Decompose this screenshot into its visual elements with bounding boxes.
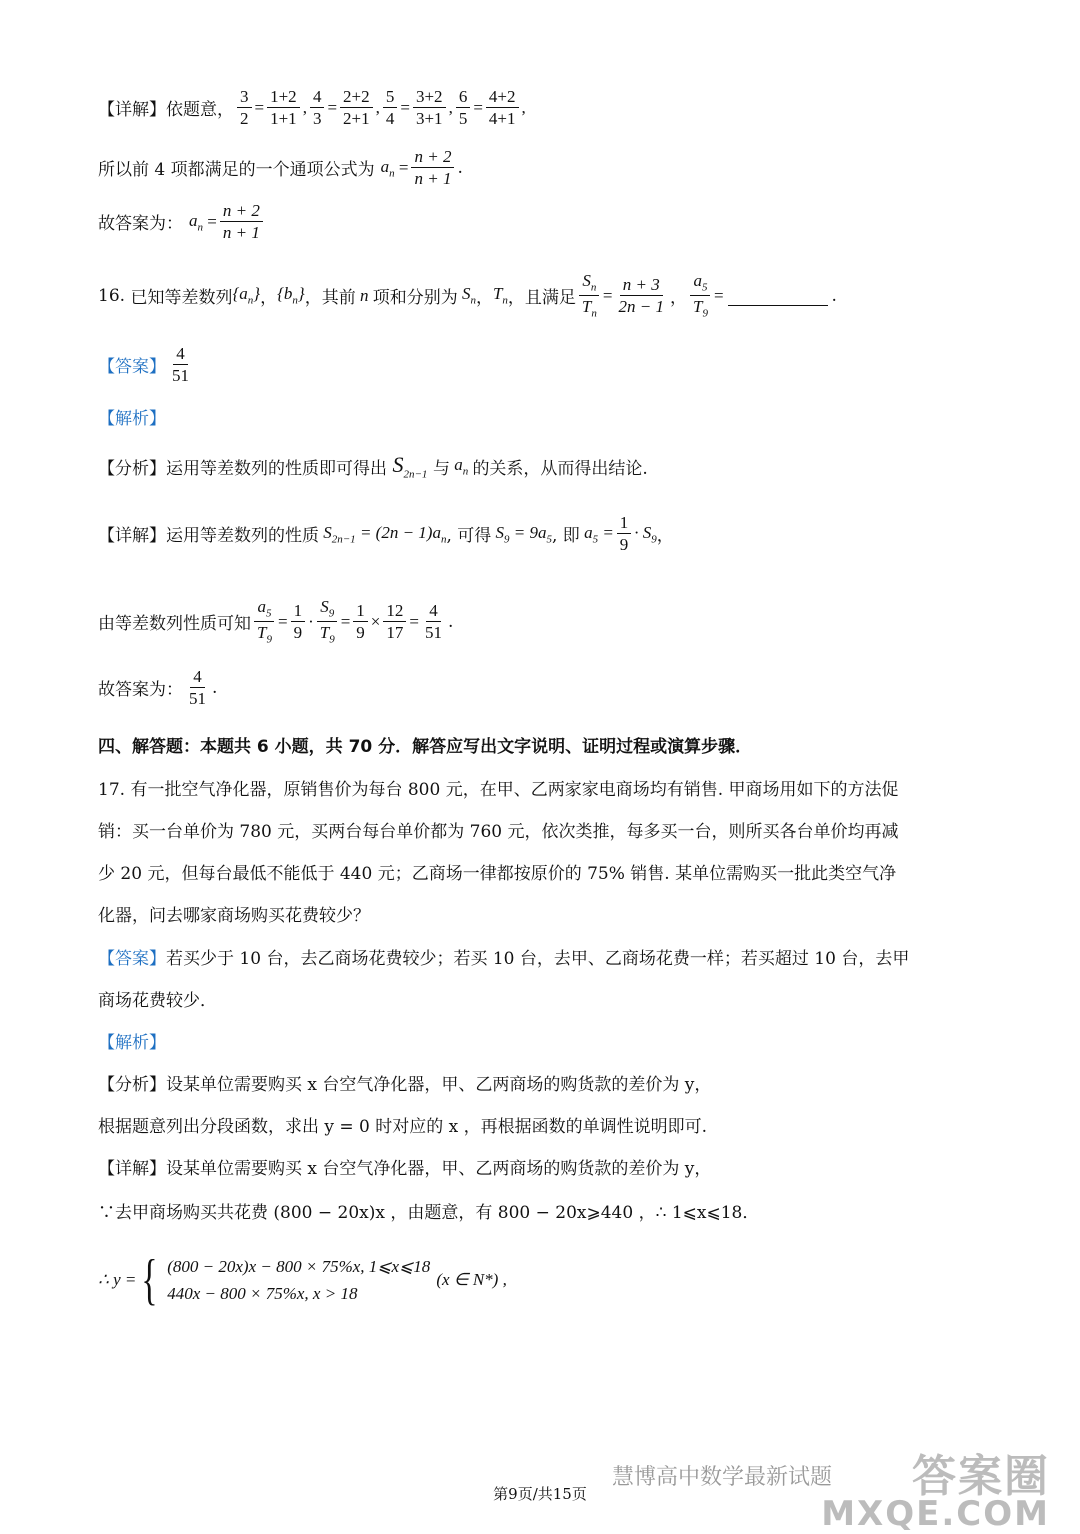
q16-text-c: 项和分别为	[372, 288, 458, 309]
fenxi-text-a: 运用等差数列的性质即可得出	[166, 458, 387, 479]
detail-label-2: 【详解】	[98, 526, 166, 547]
q17-detail-text: 设某单位需要购买 x 台空气净化器，甲、乙两商场的购货款的差价为 y，	[166, 1159, 712, 1179]
q15-general-line: 所以前 4 项都满足的一个通项公式为 $a_n$ = $\frac{n + 2}{n + 1}$ .	[98, 147, 463, 189]
fenxi-label-2: 【分析】	[98, 1075, 166, 1095]
q17-detail	[98, 1154, 711, 1179]
q16-analysis-label	[98, 404, 166, 429]
wechat-watermark: 慧博高中数学最新试题	[612, 1465, 833, 1490]
q17-line4: 化器，问去哪家商场购买花费较少？	[98, 906, 370, 926]
q16-fenxi: 【分析】 运用等差数列的性质即可得出 $S_{2n-1}$ 与 $a_n$ 的关系，从而得出结论.	[98, 452, 648, 481]
q17-fenxi-text: 设某单位需要购买 x 台空气净化器，甲、乙两商场的购货款的差价为 y，	[166, 1075, 712, 1095]
q15-detail-line	[98, 86, 526, 130]
fraction-sequence: $\frac{3}{2}$ = $\frac{1+2}{1+1}$ , $\frac{4}{3}$ = $\frac{2+2}{2+1}$ , $\frac{5}{4}$ = $\frac{3+2}{3+1}$ , $\frac{6}{5}$ = $\frac{4+2}{4+1}$ ,	[234, 86, 526, 130]
detail-text: 依题意，	[166, 100, 234, 121]
analysis-label-2: 【解析】	[98, 1033, 166, 1053]
piecewise-brace: { (800 − 20x)x − 800 × 75%x, 1⩽x⩽18 440x − 800 × 75%x, x > 18	[141, 1249, 431, 1311]
q16-property: 由等差数列性质可知 $\frac{a_5}{T_9}$ = $\frac{1}{9}$ · $\frac{S_9}{T_9}$ = $\frac{1}{9}$ × $\frac{12}{17}$ = $\frac{4}{51}$ .	[98, 597, 454, 646]
q16-answer: 【答案】 $\frac{4}{51}$	[98, 344, 189, 386]
q16-final-answer: 故答案为： $\frac{4}{51}$ .	[98, 667, 218, 709]
fenxi-label: 【分析】	[98, 458, 166, 479]
q17-fenxi-line2: 根据题意列出分段函数，求出 y = 0 时对应的 x ，再根据函数的单调性说明即可.	[98, 1117, 708, 1137]
detail-text-b: , 可得	[446, 526, 492, 547]
domain: (x ∈ N*) ,	[436, 1270, 507, 1289]
q16-detail: 【详解】 运用等差数列的性质 $S_{2n-1} = (2n - 1)a_n$ , 可得 $S_9 = 9a_5$ , 即 $a_5$ = $\frac{1}{9}$ · $S_9$ ，	[98, 513, 674, 555]
url-watermark: MXQE.COM	[821, 1494, 1050, 1534]
brand-watermark: 答案圈	[912, 1451, 1050, 1502]
answer-label: 【答案】	[98, 357, 166, 378]
fenxi-text-b: 与	[432, 458, 450, 479]
q16-text-b: ，其前	[304, 288, 356, 309]
q17-answer-line1	[98, 944, 909, 969]
analysis-label: 【解析】	[98, 409, 166, 429]
q16-question: 16. 已知等差数列 $\{a_n\}$ ， $\{b_n\}$ ，其前 n 项和分别为 $S_n$ ， $T_n$ ，且满足 $\frac{S_n}{T_n}$ = $\frac{n + 3}{2n - 1}$ ， $\frac{a_5}{T_9}$ = .	[98, 271, 837, 320]
q17-answer-text1: 若买少于 10 台，去乙商场花费较少；若买 10 台，去甲、乙商场花费一样；若买超过 10 台，去甲	[166, 949, 910, 969]
answer-label-2: 【答案】	[98, 949, 166, 969]
answer-text: 故答案为：	[98, 214, 183, 235]
q17-fenxi	[98, 1070, 711, 1095]
answer-blank	[728, 285, 828, 306]
q17-line1: 17. 有一批空气净化器，原销售价为每台 800 元，在甲、乙两家家电商场均有销售. 甲商场用如下的方法促	[98, 780, 899, 800]
q17-cost-line: ∵去甲商场购买共花费 (800 − 20x)x ，由题意，有 800 − 20x⩾440 ，∴ 1⩽x⩽18．	[98, 1203, 760, 1223]
detail-label: 【详解】	[98, 100, 166, 121]
page-footer: 第9页/共15页	[493, 1485, 587, 1503]
q15-answer-line: 故答案为： $a_n$ = $\frac{n + 2}{n + 1}$	[98, 200, 266, 244]
q16-text-d: ，且满足	[507, 288, 576, 309]
therefore-y: ∴ y =	[98, 1270, 137, 1289]
q16-number: 16.	[98, 285, 126, 306]
property-text: 由等差数列性质可知	[98, 614, 251, 635]
fenxi-text-c: 的关系，从而得出结论.	[472, 458, 648, 479]
q16-text-a: 已知等差数列	[130, 288, 233, 309]
q17-piecewise	[98, 1249, 507, 1311]
detail-label-3: 【详解】	[98, 1159, 166, 1179]
q17-analysis-label	[98, 1028, 166, 1053]
q17-line2: 销：买一台单价为 780 元，买两台每台单价都为 760 元，依次类推，每多买一台，则所买各台单价均再减	[98, 822, 899, 842]
detail-text-c: , 即	[552, 526, 580, 547]
section-heading: 四、解答题：本题共 6 小题，共 70 分．解答应写出文字说明、证明过程或演算步骤．	[98, 737, 753, 757]
final-answer-text: 故答案为：	[98, 680, 183, 701]
general-text: 所以前 4 项都满足的一个通项公式为	[98, 160, 375, 181]
detail-text-a: 运用等差数列的性质	[166, 526, 319, 547]
q17-answer-line2: 商场花费较少．	[98, 991, 217, 1011]
case-1: (800 − 20x)x − 800 × 75%x, 1⩽x⩽18	[167, 1256, 431, 1276]
case-2: 440x − 800 × 75%x, x > 18	[167, 1284, 358, 1303]
q17-line3: 少 20 元，但每台最低不能低于 440 元；乙商场一律都按原价的 75% 销售. 某单位需购买一批此类空气净	[98, 864, 897, 884]
